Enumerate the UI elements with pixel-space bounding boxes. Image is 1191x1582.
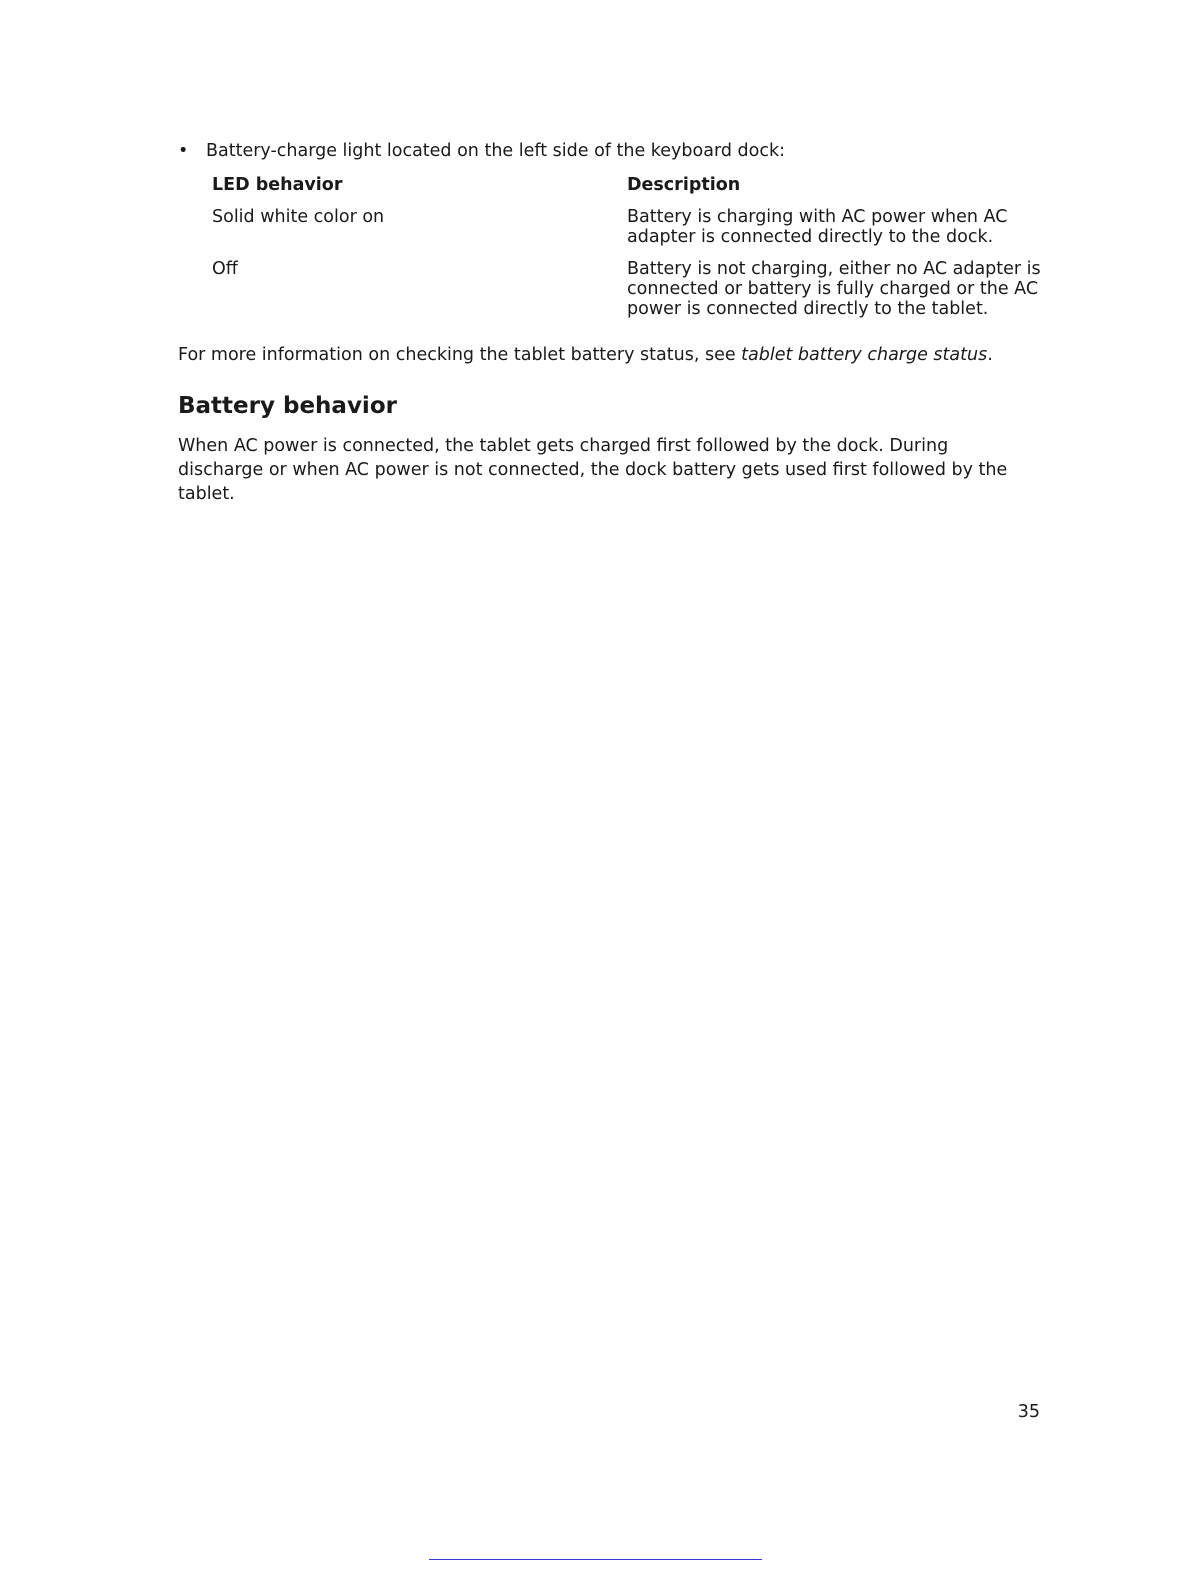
header-led-behavior: LED behavior — [212, 175, 343, 195]
description-cell: Battery is charging with AC power when AC adapter is connected directly to the dock. — [627, 207, 1008, 247]
table-row — [212, 259, 1042, 331]
section-heading-battery-behavior: Battery behavior — [178, 393, 397, 419]
header-description: Description — [627, 175, 741, 195]
more-info-suffix: . — [987, 345, 993, 365]
description-cell: Battery is not charging, either no AC adapter is connected or battery is fully charged or the AC power is connected directly to the tablet. — [627, 259, 1041, 319]
bullet-text: Battery-charge light located on the left side of the keyboard dock: — [206, 141, 785, 161]
page-number: 35 — [1017, 1402, 1040, 1422]
bullet-marker: • — [178, 141, 189, 161]
table-header-row — [212, 175, 1042, 207]
more-info-paragraph — [178, 343, 1038, 367]
led-cell: Off — [212, 259, 238, 279]
battery-status-reference[interactable]: tablet battery charge status — [741, 345, 988, 365]
battery-behavior-paragraph: When AC power is connected, the tablet gets charged first followed by the dock. During discharge or when AC power is not connected, the dock battery gets used first followed by the tablet. — [178, 436, 1008, 504]
table-row — [212, 207, 1042, 259]
led-behavior-table — [212, 175, 1042, 331]
more-info-prefix: For more information on checking the tablet battery status, see — [178, 345, 742, 365]
led-cell: Solid white color on — [212, 207, 385, 227]
footer-divider — [429, 1559, 762, 1560]
